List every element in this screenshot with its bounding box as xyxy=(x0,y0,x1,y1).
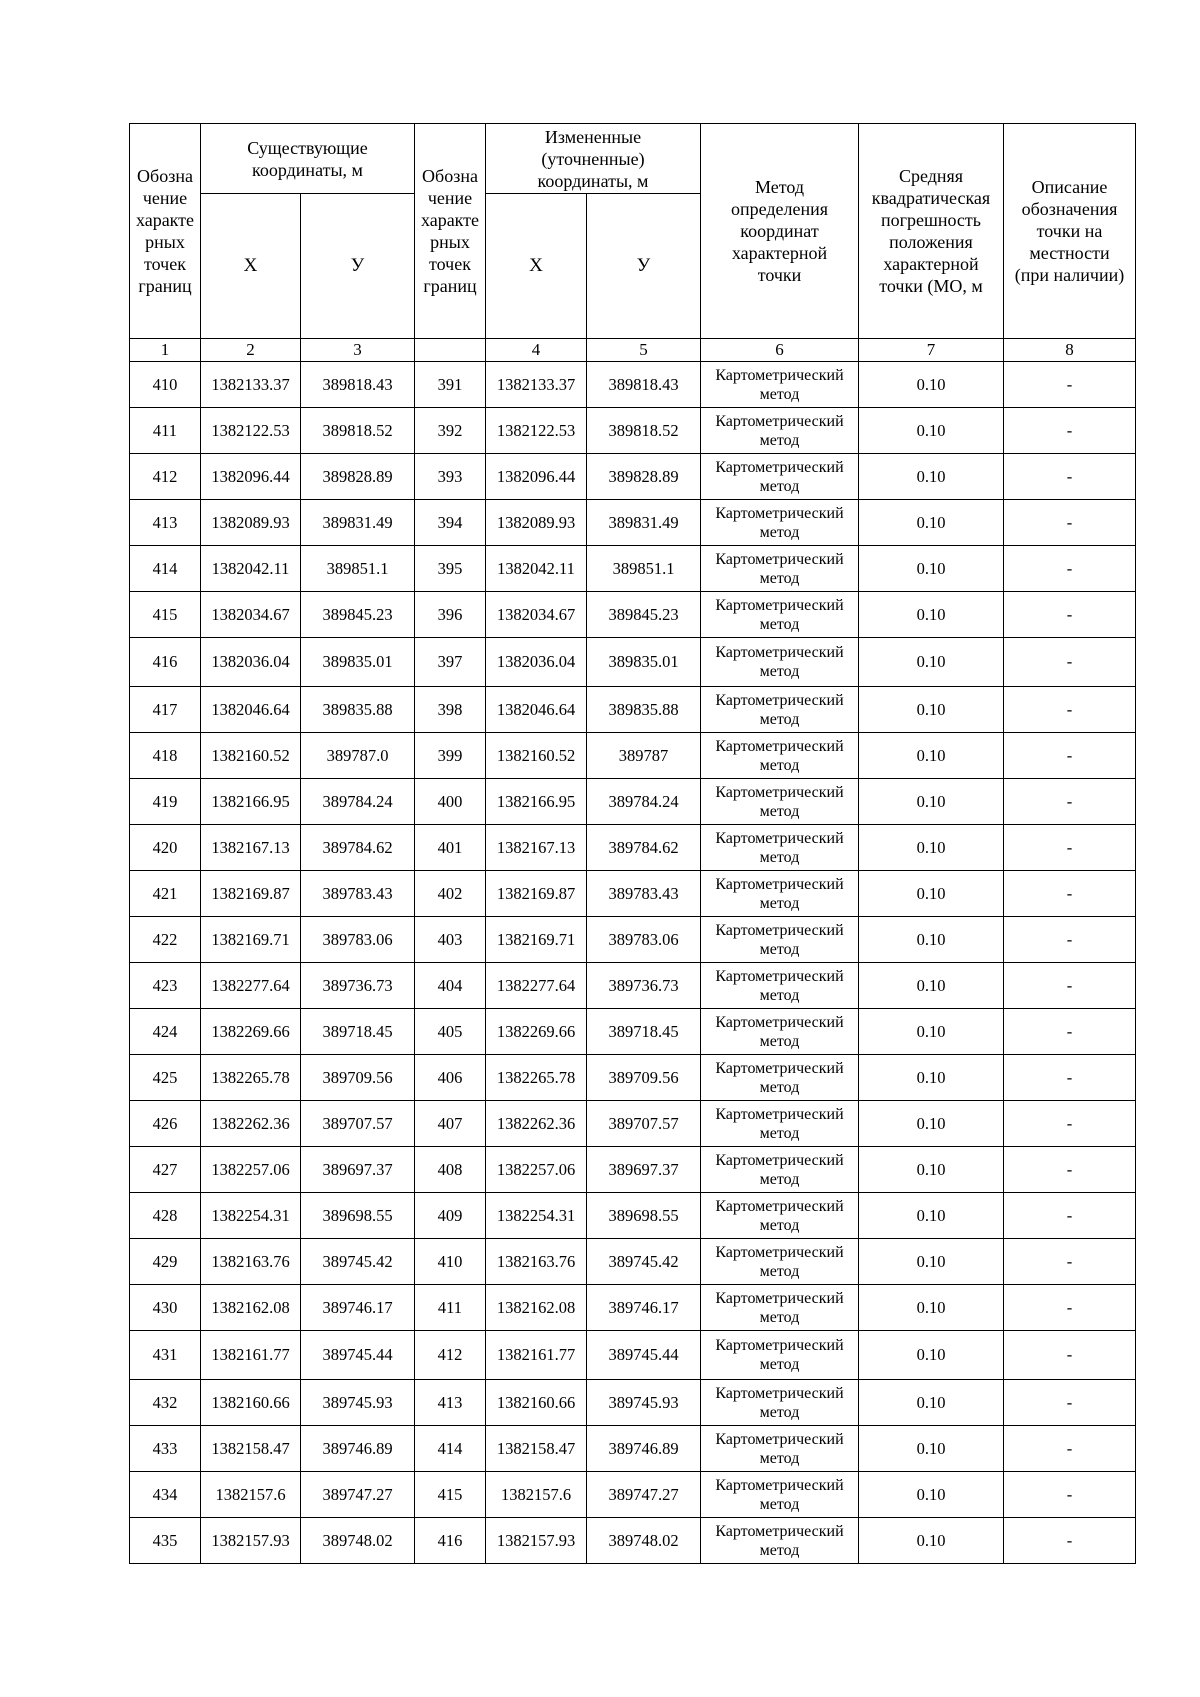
cell-existing-x: 1382166.95 xyxy=(201,779,301,825)
cell-existing-x: 1382157.6 xyxy=(201,1472,301,1518)
cell-changed-y: 389747.27 xyxy=(587,1472,701,1518)
cell-method: Картометрический метод xyxy=(701,871,859,917)
cell-existing-y: 389748.02 xyxy=(301,1518,415,1564)
cell-existing-y: 389851.1 xyxy=(301,546,415,592)
header-method: Метод определения координат характерной точки xyxy=(701,124,859,339)
cell-changed-x: 1382157.6 xyxy=(486,1472,587,1518)
cell-method: Картометрический метод xyxy=(701,1426,859,1472)
cell-mean-square-error: 0.10 xyxy=(859,1331,1004,1380)
cell-method: Картометрический метод xyxy=(701,779,859,825)
cell-changed-y: 389746.89 xyxy=(587,1426,701,1472)
cell-mean-square-error: 0.10 xyxy=(859,546,1004,592)
cell-new-point-id: 395 xyxy=(415,546,486,592)
cell-changed-y: 389718.45 xyxy=(587,1009,701,1055)
cell-changed-x: 1382122.53 xyxy=(486,408,587,454)
cell-mean-square-error: 0.10 xyxy=(859,1285,1004,1331)
cell-existing-x: 1382265.78 xyxy=(201,1055,301,1101)
cell-new-point-id: 400 xyxy=(415,779,486,825)
cell-existing-y: 389831.49 xyxy=(301,500,415,546)
cell-new-point-id: 398 xyxy=(415,687,486,733)
column-number: 6 xyxy=(701,339,859,362)
cell-new-point-id: 394 xyxy=(415,500,486,546)
cell-new-point-id: 406 xyxy=(415,1055,486,1101)
cell-description: - xyxy=(1004,1009,1136,1055)
cell-new-point-id: 411 xyxy=(415,1285,486,1331)
cell-new-point-id: 415 xyxy=(415,1472,486,1518)
cell-description: - xyxy=(1004,500,1136,546)
coordinates-table xyxy=(129,123,1136,1564)
table-row xyxy=(130,1193,1136,1239)
cell-mean-square-error: 0.10 xyxy=(859,500,1004,546)
table-row xyxy=(130,1426,1136,1472)
cell-method: Картометрический метод xyxy=(701,1009,859,1055)
cell-changed-y: 389828.89 xyxy=(587,454,701,500)
cell-changed-x: 1382169.71 xyxy=(486,917,587,963)
header-mean-square-error: Средняя квадратическая погрешность положения характерной точки (МО, м xyxy=(859,124,1004,339)
cell-existing-x: 1382277.64 xyxy=(201,963,301,1009)
cell-existing-y: 389707.57 xyxy=(301,1101,415,1147)
cell-changed-x: 1382042.11 xyxy=(486,546,587,592)
cell-existing-x: 1382262.36 xyxy=(201,1101,301,1147)
cell-method: Картометрический метод xyxy=(701,687,859,733)
table-row xyxy=(130,1380,1136,1426)
table-row xyxy=(130,592,1136,638)
cell-mean-square-error: 0.10 xyxy=(859,917,1004,963)
cell-new-point-id: 397 xyxy=(415,638,486,687)
cell-existing-x: 1382160.52 xyxy=(201,733,301,779)
cell-existing-y: 389835.88 xyxy=(301,687,415,733)
column-number-row xyxy=(130,339,1136,362)
cell-point-id: 415 xyxy=(130,592,201,638)
cell-point-id: 425 xyxy=(130,1055,201,1101)
cell-existing-y: 389746.89 xyxy=(301,1426,415,1472)
cell-new-point-id: 391 xyxy=(415,362,486,408)
cell-existing-x: 1382163.76 xyxy=(201,1239,301,1285)
cell-description: - xyxy=(1004,733,1136,779)
header-changed-coordinates: Измененные (уточненные) координаты, м xyxy=(486,124,701,194)
cell-existing-x: 1382096.44 xyxy=(201,454,301,500)
cell-new-point-id: 409 xyxy=(415,1193,486,1239)
cell-existing-y: 389784.24 xyxy=(301,779,415,825)
cell-existing-y: 389736.73 xyxy=(301,963,415,1009)
cell-existing-x: 1382133.37 xyxy=(201,362,301,408)
table-row xyxy=(130,1285,1136,1331)
cell-method: Картометрический метод xyxy=(701,1518,859,1564)
cell-changed-y: 389748.02 xyxy=(587,1518,701,1564)
cell-mean-square-error: 0.10 xyxy=(859,963,1004,1009)
cell-changed-x: 1382277.64 xyxy=(486,963,587,1009)
cell-changed-x: 1382089.93 xyxy=(486,500,587,546)
cell-mean-square-error: 0.10 xyxy=(859,825,1004,871)
cell-description: - xyxy=(1004,1472,1136,1518)
cell-description: - xyxy=(1004,592,1136,638)
cell-changed-x: 1382257.06 xyxy=(486,1147,587,1193)
cell-changed-x: 1382133.37 xyxy=(486,362,587,408)
table-header xyxy=(130,124,1136,362)
cell-existing-y: 389746.17 xyxy=(301,1285,415,1331)
column-number: 4 xyxy=(486,339,587,362)
cell-method: Картометрический метод xyxy=(701,1239,859,1285)
cell-point-id: 416 xyxy=(130,638,201,687)
cell-method: Картометрический метод xyxy=(701,592,859,638)
table-row xyxy=(130,362,1136,408)
cell-changed-y: 389835.01 xyxy=(587,638,701,687)
cell-point-id: 434 xyxy=(130,1472,201,1518)
cell-point-id: 427 xyxy=(130,1147,201,1193)
cell-changed-x: 1382158.47 xyxy=(486,1426,587,1472)
cell-method: Картометрический метод xyxy=(701,454,859,500)
cell-description: - xyxy=(1004,408,1136,454)
cell-existing-x: 1382157.93 xyxy=(201,1518,301,1564)
cell-method: Картометрический метод xyxy=(701,1101,859,1147)
cell-point-id: 417 xyxy=(130,687,201,733)
cell-changed-x: 1382167.13 xyxy=(486,825,587,871)
cell-point-id: 433 xyxy=(130,1426,201,1472)
cell-point-id: 421 xyxy=(130,871,201,917)
cell-description: - xyxy=(1004,917,1136,963)
cell-mean-square-error: 0.10 xyxy=(859,362,1004,408)
cell-changed-y: 389787 xyxy=(587,733,701,779)
cell-changed-x: 1382034.67 xyxy=(486,592,587,638)
cell-changed-y: 389784.24 xyxy=(587,779,701,825)
cell-existing-x: 1382042.11 xyxy=(201,546,301,592)
cell-new-point-id: 405 xyxy=(415,1009,486,1055)
cell-method: Картометрический метод xyxy=(701,408,859,454)
cell-changed-y: 389736.73 xyxy=(587,963,701,1009)
cell-changed-y: 389709.56 xyxy=(587,1055,701,1101)
cell-point-id: 429 xyxy=(130,1239,201,1285)
cell-new-point-id: 412 xyxy=(415,1331,486,1380)
cell-changed-y: 389783.43 xyxy=(587,871,701,917)
header-existing-x: Х xyxy=(201,194,301,339)
cell-description: - xyxy=(1004,1239,1136,1285)
cell-existing-x: 1382034.67 xyxy=(201,592,301,638)
cell-mean-square-error: 0.10 xyxy=(859,1239,1004,1285)
cell-changed-y: 389707.57 xyxy=(587,1101,701,1147)
cell-mean-square-error: 0.10 xyxy=(859,1055,1004,1101)
table-row xyxy=(130,1331,1136,1380)
cell-description: - xyxy=(1004,825,1136,871)
cell-method: Картометрический метод xyxy=(701,1472,859,1518)
table-row xyxy=(130,1518,1136,1564)
table-row xyxy=(130,1055,1136,1101)
cell-existing-y: 389845.23 xyxy=(301,592,415,638)
cell-description: - xyxy=(1004,1055,1136,1101)
cell-point-id: 435 xyxy=(130,1518,201,1564)
cell-changed-x: 1382157.93 xyxy=(486,1518,587,1564)
cell-point-id: 428 xyxy=(130,1193,201,1239)
cell-description: - xyxy=(1004,454,1136,500)
cell-description: - xyxy=(1004,1101,1136,1147)
cell-changed-y: 389818.43 xyxy=(587,362,701,408)
cell-method: Картометрический метод xyxy=(701,1285,859,1331)
table-row xyxy=(130,1239,1136,1285)
cell-new-point-id: 407 xyxy=(415,1101,486,1147)
cell-changed-y: 389818.52 xyxy=(587,408,701,454)
cell-existing-y: 389787.0 xyxy=(301,733,415,779)
cell-changed-x: 1382162.08 xyxy=(486,1285,587,1331)
cell-description: - xyxy=(1004,1380,1136,1426)
table-row xyxy=(130,687,1136,733)
cell-changed-y: 389698.55 xyxy=(587,1193,701,1239)
cell-mean-square-error: 0.10 xyxy=(859,687,1004,733)
cell-new-point-id: 413 xyxy=(415,1380,486,1426)
cell-description: - xyxy=(1004,687,1136,733)
column-number: 5 xyxy=(587,339,701,362)
table-body xyxy=(130,362,1136,1564)
cell-changed-x: 1382096.44 xyxy=(486,454,587,500)
cell-point-id: 426 xyxy=(130,1101,201,1147)
cell-new-point-id: 404 xyxy=(415,963,486,1009)
cell-method: Картометрический метод xyxy=(701,1055,859,1101)
cell-existing-x: 1382046.64 xyxy=(201,687,301,733)
cell-changed-x: 1382036.04 xyxy=(486,638,587,687)
cell-existing-x: 1382158.47 xyxy=(201,1426,301,1472)
cell-changed-x: 1382160.52 xyxy=(486,733,587,779)
cell-changed-x: 1382169.87 xyxy=(486,871,587,917)
cell-existing-y: 389818.43 xyxy=(301,362,415,408)
cell-description: - xyxy=(1004,779,1136,825)
cell-existing-x: 1382167.13 xyxy=(201,825,301,871)
cell-new-point-id: 399 xyxy=(415,733,486,779)
cell-new-point-id: 416 xyxy=(415,1518,486,1564)
cell-existing-x: 1382089.93 xyxy=(201,500,301,546)
cell-existing-y: 389835.01 xyxy=(301,638,415,687)
column-number: 1 xyxy=(130,339,201,362)
cell-method: Картометрический метод xyxy=(701,825,859,871)
cell-point-id: 430 xyxy=(130,1285,201,1331)
cell-method: Картометрический метод xyxy=(701,1147,859,1193)
cell-new-point-id: 392 xyxy=(415,408,486,454)
cell-existing-y: 389783.43 xyxy=(301,871,415,917)
header-new-point-designation: Обозна чение характе рных точек границ xyxy=(415,124,486,339)
cell-changed-y: 389697.37 xyxy=(587,1147,701,1193)
cell-method: Картометрический метод xyxy=(701,362,859,408)
cell-mean-square-error: 0.10 xyxy=(859,1518,1004,1564)
cell-description: - xyxy=(1004,362,1136,408)
cell-point-id: 432 xyxy=(130,1380,201,1426)
cell-point-id: 422 xyxy=(130,917,201,963)
cell-existing-x: 1382160.66 xyxy=(201,1380,301,1426)
cell-mean-square-error: 0.10 xyxy=(859,1472,1004,1518)
table-row xyxy=(130,733,1136,779)
cell-changed-x: 1382163.76 xyxy=(486,1239,587,1285)
column-number: 8 xyxy=(1004,339,1136,362)
table-row xyxy=(130,779,1136,825)
cell-mean-square-error: 0.10 xyxy=(859,1380,1004,1426)
table-row xyxy=(130,871,1136,917)
cell-method: Картометрический метод xyxy=(701,917,859,963)
cell-existing-y: 389698.55 xyxy=(301,1193,415,1239)
cell-existing-y: 389818.52 xyxy=(301,408,415,454)
cell-point-id: 412 xyxy=(130,454,201,500)
column-number: 7 xyxy=(859,339,1004,362)
cell-point-id: 411 xyxy=(130,408,201,454)
cell-point-id: 410 xyxy=(130,362,201,408)
cell-new-point-id: 410 xyxy=(415,1239,486,1285)
cell-existing-x: 1382122.53 xyxy=(201,408,301,454)
cell-changed-x: 1382166.95 xyxy=(486,779,587,825)
cell-existing-y: 389784.62 xyxy=(301,825,415,871)
cell-changed-y: 389831.49 xyxy=(587,500,701,546)
cell-existing-x: 1382257.06 xyxy=(201,1147,301,1193)
cell-changed-y: 389746.17 xyxy=(587,1285,701,1331)
cell-mean-square-error: 0.10 xyxy=(859,638,1004,687)
cell-existing-y: 389747.27 xyxy=(301,1472,415,1518)
cell-point-id: 431 xyxy=(130,1331,201,1380)
cell-point-id: 423 xyxy=(130,963,201,1009)
cell-new-point-id: 396 xyxy=(415,592,486,638)
table-row xyxy=(130,454,1136,500)
cell-method: Картометрический метод xyxy=(701,500,859,546)
cell-description: - xyxy=(1004,546,1136,592)
cell-mean-square-error: 0.10 xyxy=(859,1101,1004,1147)
cell-mean-square-error: 0.10 xyxy=(859,1147,1004,1193)
header-existing-coordinates: Существующие координаты, м xyxy=(201,124,415,194)
cell-changed-y: 389784.62 xyxy=(587,825,701,871)
cell-point-id: 424 xyxy=(130,1009,201,1055)
header-changed-x: Х xyxy=(486,194,587,339)
cell-new-point-id: 402 xyxy=(415,871,486,917)
header-point-description: Описание обозначения точки на местности (при наличии) xyxy=(1004,124,1136,339)
cell-existing-y: 389745.93 xyxy=(301,1380,415,1426)
cell-existing-x: 1382254.31 xyxy=(201,1193,301,1239)
cell-changed-x: 1382161.77 xyxy=(486,1331,587,1380)
cell-mean-square-error: 0.10 xyxy=(859,408,1004,454)
cell-method: Картометрический метод xyxy=(701,1193,859,1239)
cell-new-point-id: 414 xyxy=(415,1426,486,1472)
cell-method: Картометрический метод xyxy=(701,963,859,1009)
cell-point-id: 413 xyxy=(130,500,201,546)
cell-changed-x: 1382160.66 xyxy=(486,1380,587,1426)
cell-method: Картометрический метод xyxy=(701,546,859,592)
column-number xyxy=(415,339,486,362)
header-existing-y: У xyxy=(301,194,415,339)
table-row xyxy=(130,1009,1136,1055)
cell-mean-square-error: 0.10 xyxy=(859,733,1004,779)
table-row xyxy=(130,1472,1136,1518)
cell-changed-y: 389835.88 xyxy=(587,687,701,733)
cell-changed-x: 1382262.36 xyxy=(486,1101,587,1147)
cell-point-id: 414 xyxy=(130,546,201,592)
cell-description: - xyxy=(1004,871,1136,917)
cell-description: - xyxy=(1004,1331,1136,1380)
cell-existing-x: 1382169.71 xyxy=(201,917,301,963)
cell-description: - xyxy=(1004,1518,1136,1564)
cell-description: - xyxy=(1004,1147,1136,1193)
cell-description: - xyxy=(1004,638,1136,687)
header-changed-y: У xyxy=(587,194,701,339)
cell-description: - xyxy=(1004,1285,1136,1331)
cell-changed-x: 1382254.31 xyxy=(486,1193,587,1239)
cell-existing-x: 1382162.08 xyxy=(201,1285,301,1331)
cell-method: Картометрический метод xyxy=(701,1380,859,1426)
table-row xyxy=(130,1101,1136,1147)
cell-mean-square-error: 0.10 xyxy=(859,1009,1004,1055)
cell-changed-y: 389851.1 xyxy=(587,546,701,592)
cell-mean-square-error: 0.10 xyxy=(859,1193,1004,1239)
cell-changed-y: 389783.06 xyxy=(587,917,701,963)
cell-changed-x: 1382269.66 xyxy=(486,1009,587,1055)
cell-existing-y: 389783.06 xyxy=(301,917,415,963)
cell-method: Картометрический метод xyxy=(701,638,859,687)
cell-existing-x: 1382036.04 xyxy=(201,638,301,687)
column-number: 3 xyxy=(301,339,415,362)
cell-mean-square-error: 0.10 xyxy=(859,454,1004,500)
header-point-designation: Обозна чение характе рных точек границ xyxy=(130,124,201,339)
cell-existing-y: 389709.56 xyxy=(301,1055,415,1101)
cell-description: - xyxy=(1004,963,1136,1009)
cell-description: - xyxy=(1004,1193,1136,1239)
table-row xyxy=(130,1147,1136,1193)
cell-changed-y: 389745.42 xyxy=(587,1239,701,1285)
cell-existing-x: 1382161.77 xyxy=(201,1331,301,1380)
cell-existing-y: 389697.37 xyxy=(301,1147,415,1193)
cell-point-id: 420 xyxy=(130,825,201,871)
cell-mean-square-error: 0.10 xyxy=(859,1426,1004,1472)
cell-existing-y: 389828.89 xyxy=(301,454,415,500)
cell-mean-square-error: 0.10 xyxy=(859,779,1004,825)
cell-method: Картометрический метод xyxy=(701,733,859,779)
cell-point-id: 419 xyxy=(130,779,201,825)
table-row xyxy=(130,825,1136,871)
cell-existing-x: 1382169.87 xyxy=(201,871,301,917)
table-row xyxy=(130,500,1136,546)
column-number: 2 xyxy=(201,339,301,362)
cell-existing-y: 389745.42 xyxy=(301,1239,415,1285)
cell-mean-square-error: 0.10 xyxy=(859,592,1004,638)
cell-existing-y: 389745.44 xyxy=(301,1331,415,1380)
cell-new-point-id: 403 xyxy=(415,917,486,963)
cell-changed-y: 389745.44 xyxy=(587,1331,701,1380)
cell-changed-y: 389745.93 xyxy=(587,1380,701,1426)
cell-method: Картометрический метод xyxy=(701,1331,859,1380)
cell-changed-x: 1382046.64 xyxy=(486,687,587,733)
cell-existing-x: 1382269.66 xyxy=(201,1009,301,1055)
table-row xyxy=(130,917,1136,963)
cell-point-id: 418 xyxy=(130,733,201,779)
table-row xyxy=(130,638,1136,687)
cell-new-point-id: 401 xyxy=(415,825,486,871)
cell-description: - xyxy=(1004,1426,1136,1472)
cell-new-point-id: 393 xyxy=(415,454,486,500)
cell-mean-square-error: 0.10 xyxy=(859,871,1004,917)
cell-existing-y: 389718.45 xyxy=(301,1009,415,1055)
cell-changed-y: 389845.23 xyxy=(587,592,701,638)
table-row xyxy=(130,408,1136,454)
cell-changed-x: 1382265.78 xyxy=(486,1055,587,1101)
table-row xyxy=(130,963,1136,1009)
cell-new-point-id: 408 xyxy=(415,1147,486,1193)
table-row xyxy=(130,546,1136,592)
